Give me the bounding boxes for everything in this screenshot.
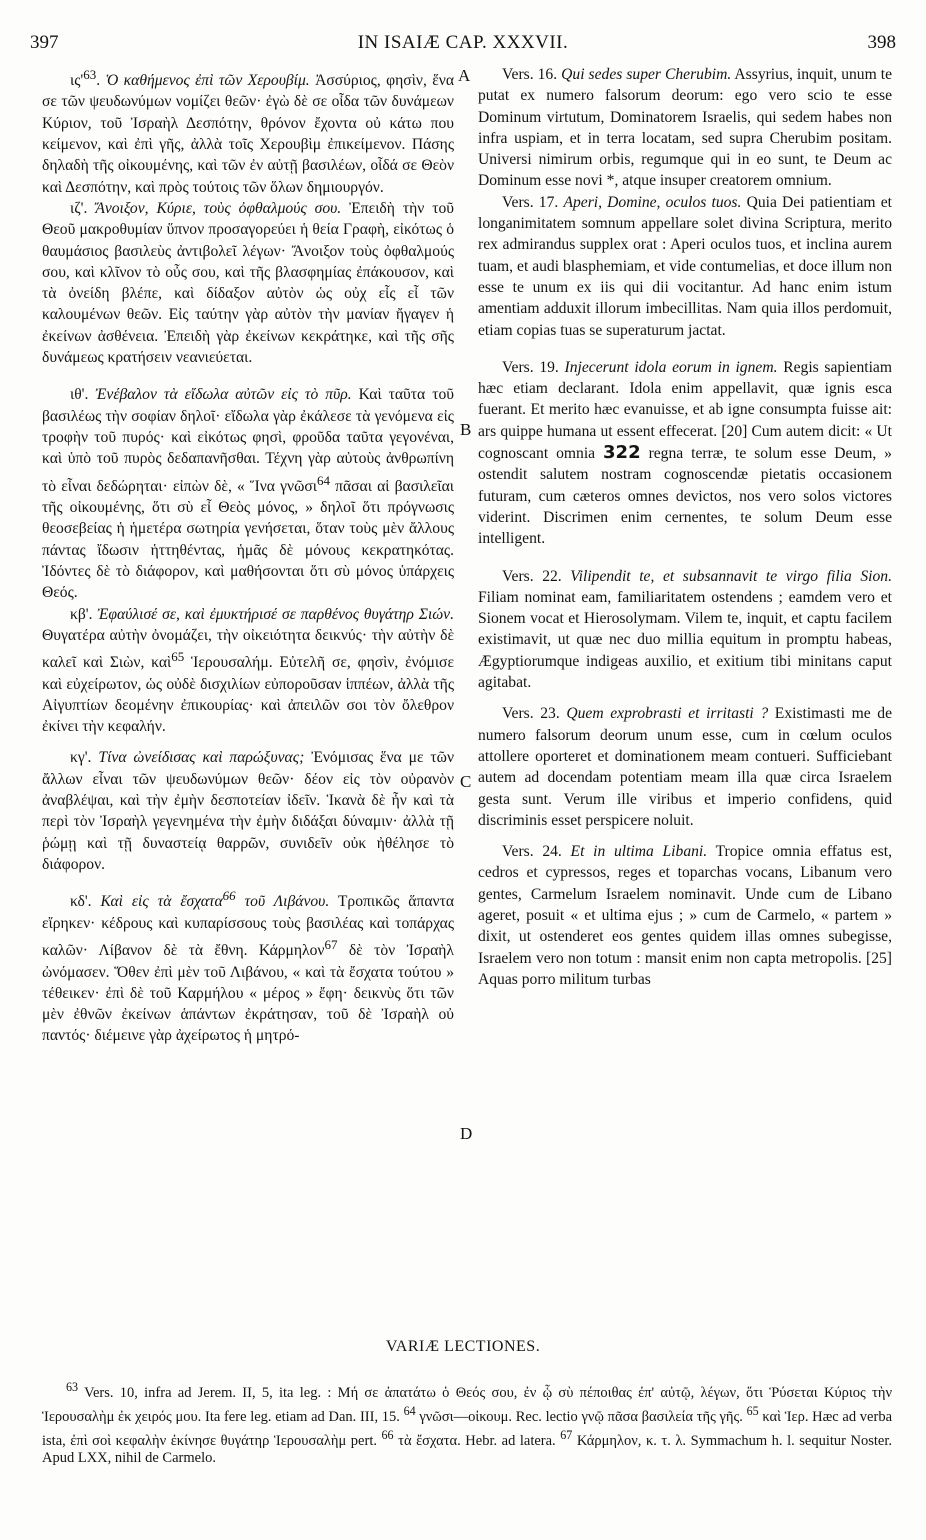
greek-verse-23: κγ'. Τίνα ὠνείδισας καὶ παρώξυνας; Ἐνόμισας ἕνα με τῶν ἄλλων εἶναι τῶν ψευδωνύμων θεῶν· δέον εἰς τὸν οὐρανὸν ἀναβλέψαι, καὶ τὴν ἐμὴν δεσποτείαν ἰδεῖν. Ἱκανὰ δὲ ἦν καὶ τὰ περὶ τὸν Ἰσραὴλ γεγενημένα τὴν ἐμὴν διδάξαι δύναμιν· ἀλλὰ τῇ ῥώμῃ καὶ τῇ δυναστείᾳ θαρρῶν, συνιδεῖν οὐκ ἠθέλησε τὸ διάφορον. <box>42 749 455 873</box>
page-header <box>30 32 896 58</box>
footnote-65: καὶ Ἱερ. Hæc ad verba ista, ἐπὶ σοὶ κεφαλὴν ἐκίνησε θυγάτηρ Ἱερουσαλὴμ pert. <box>42 1408 893 1449</box>
footnotes <box>42 1378 892 1467</box>
latin-verse-17: Vers. 17. Aperi, Domine, oculos tuos. Quia Dei patientiam et longanimitatem somnum appellare solet divina Scriptura, merito rex admirandus supplex orat : Aperi oculos tuos, et inclina aurem tuam, et audi blasphemiam, et vide contumelias, et doce illum non esse te unum ex iis qui dii vocitantur. Ad hanc enim istum amentiam adduxit illorum imbecillitas. Nam quia illos perdomuit, etiam copias tuas se superaturum jactat. <box>478 193 892 339</box>
greek-verse-24: κδ'. Καὶ εἰς τὰ ἔσχατα$^{66}$ τοῦ Λιβάνου. Τροπικῶς ἅπαντα εἴρηκεν· κέδρους καὶ κυπαρίσσους τοὺς βασιλέας καὶ τοπάρχας καλῶν· Λίβανον δὲ τὰ ἔθνη. Κάρμηλον$^{67}$ δὲ τὸν Ἰσραὴλ ὠνόμασεν. Ὅθεν ἐπὶ μὲν τοῦ Λιβάνου, « καὶ τὰ ἔσχατα τούτου » τέθεικεν· ἐπὶ δὲ τοῦ Καρμήλου « μέρος » ἔφη· δεικνὺς ὅτι τῶν μὲν ἐθνῶν ἐκείνων ἁπάντων ἐκράτησαν, τοῦ δὲ Ἰσραὴλ οὐ παντός· διέμεινε γὰρ ἀχείρωτος ἡ μητρό- <box>42 888 455 1045</box>
latin-lemma-24: Et in ultima Libani. <box>570 843 708 861</box>
footnote-66: τὰ ἔσχατα. Hebr. ad latera. <box>393 1432 561 1449</box>
page-number-right: 398 <box>867 32 896 53</box>
variae-lectiones-title: VARIÆ LECTIONES. <box>385 1338 541 1355</box>
footnote-64: γνῶσι—οἰκουμ. Rec. lectio γνῷ πᾶσα βασιλεία τῆς γῆς. <box>415 1408 747 1425</box>
greek-lemma-17: Ἄνοιξον, Κύριε, τοὺς ὀφθαλμούς σου. <box>95 199 342 217</box>
footnote-mark-64: 64 <box>403 1403 416 1418</box>
greek-lemma-19: Ἐνέβαλον τὰ εἴδωλα αὐτῶν εἰς τὸ πῦρ. <box>95 386 352 404</box>
latin-lemma-22: Vilipendit te, et subsannavit te virgo filia Sion. <box>570 567 892 585</box>
margin-letter-d: D <box>460 1124 473 1143</box>
footnote-ref-63: 63 <box>83 67 97 82</box>
footnote-ref-66: 66 <box>222 888 236 904</box>
latin-text-24: Tropice omnia effatus est, cedros et cypressos, reges et toparchas vocans, Libanum vero gentes, Carmelum Israelem nominavit. Unde cum de Libano ageret, posuit « et ultima ejus ; » cum de Carmelo, « partem » dixit, ut ostenderet eos gentes quidem illas omnes subegisse, Israelem vero non totum : mansit enim non capta metropolis. [25] Aquas porro militum turbas <box>478 843 892 988</box>
latin-verse-16: Vers. 16. Qui sedes super Cherubim. Assyrius, inquit, unum te putat ex numero falsorum deorum: ego vero scio te esse Dominum virtutum, Dominatorem Israelis, qui sedem habes non infra uspiam, et in terra locatam, sed supra Cherubim positam. Universi nimirum orbis, regumque qui in eo sunt, te Deum ac Dominum esse novi *, atque insuper creatorem omnium. <box>478 66 892 190</box>
latin-verse-23: Vers. 23. Quem exprobrasti et irritasti ? Existimasti me de numero falsorum deorum unum esse, cum in cœlum oculos attollere oporteret et dominationem meam contueri. Sufficiebant autem ad docendam potentiam meam illa quæ circa Israelem gesta sunt. Verum ille viribus et imperio confidens, quid discriminis esset perspicere noluit. <box>478 705 892 829</box>
margin-letter-c: C <box>460 772 472 791</box>
greek-lemma-24: Καὶ εἰς τὰ ἔσχατα$^{66}$ τοῦ Λιβάνου. <box>100 888 330 911</box>
greek-column <box>42 64 454 1047</box>
column-number-322: 322 <box>603 442 641 464</box>
latin-lemma-17: Aperi, Domine, oculos tuos. <box>563 193 742 211</box>
greek-text-16: Ἀσσύριος, φησὶν, ἕνα σε τῶν ψευδωνύμων νομίζει θεῶν· ἐγὼ δὲ σε οἶδα τῶν δυνάμεων Κύριον, τοῦ Ἰσραὴλ Δεσπότην, θρόνον ἔχοντα οὐ κάτω που κείμενον, καὶ ἐπὶ γῆς, ἀλλὰ τοῖς Χερουβὶμ ἐπικείμενον. Πάσης δηλαδὴ τῆς οἰκουμένης, καὶ τῶν ἐν αὐτῇ βασιλέων, οἶδά σε Θεὸν καὶ Δεσπότην, καὶ πρὸς τούτοις τῶν ὅλων δημιουργόν. <box>42 72 455 196</box>
margin-letter-b: B <box>460 420 472 439</box>
latin-verse-24: Vers. 24. Et in ultima Libani. Tropice omnia effatus est, cedros et cypressos, reges et toparchas vocans, Libanum vero gentes, Carmelum Israelem nominavit. Unde cum de Libano ageret, posuit « et ultima ejus ; » cum de Carmelo, « partem » dixit, ut ostenderet eos gentes quidem illas omnes subegisse, Israelem vero non totum : mansit enim non capta metropolis. [25] Aquas porro militum turbas <box>478 843 892 988</box>
latin-lemma-16: Qui sedes super Cherubim. <box>561 66 732 83</box>
footnote-mark-67: 67 <box>560 1427 573 1442</box>
footnote-63: Vers. 10, infra ad Jerem. II, 5, ita leg. : Μή σε ἀπατάτω ὁ Θεός σου, ἐν ᾧ σὺ πέποιθας ἐπ' αὐτῷ, λέγων, ὅτι Ῥύσεται Κύριος τὴν Ἱερουσαλὴμ ἐκ χειρός μου. Ita fere leg. etiam ad Dan. III, 15. <box>42 1384 892 1425</box>
footnote-67: Κάρμηλον, κ. τ. λ. Symmachum h. l. sequitur Noster. Apud LXX, nihil de Carmelo. <box>42 1432 892 1467</box>
page-number-left: 397 <box>30 32 59 53</box>
latin-text-17: Quia Dei patientiam et longanimitatem somnum appellare solet divina Scriptura, merito rex admirandus supplex orat : Aperi oculos tuos, et inclina aurem tuam, et audi blasphemiam, et vide contumelias, et doce illum non esse te unum ex iis qui dii vocitantur. Ad hanc enim istum amentiam adduxit illorum imbecillitas. Nam quia illos perdomuit, etiam copias tuas se superaturum jactat. <box>478 193 892 339</box>
footnote-mark-66: 66 <box>381 1427 394 1442</box>
latin-verse-19: Vers. 19. Injecerunt idola eorum in ignem. Regis sapientiam hæc etiam declarant. Idola enim appellavit, quæ ignis esca fuerant. Et merito hæc evanuisse, et ab igne consumpta fuisse ait: ars quippe humana ut essent effecerat. [20] Cum autem dicit: « Ut cognoscant omnia 322 regna terræ, te solum esse Deum, » ostendit salutem nostram cognoscendæ pietatis occasionem futuram, cum cæteros omnes devictos, nos vero solos victores viderint. Discrimen enim cernentes, te solum Deum esse intelligent. <box>478 358 892 548</box>
footnote-ref-67: 67 <box>324 937 338 953</box>
greek-lemma-16: Ὁ καθήμενος ἐπὶ τῶν Χερουβίμ. <box>105 72 310 90</box>
latin-lemma-19: Injecerunt idola eorum in ignem. <box>564 358 778 376</box>
latin-column <box>478 64 892 990</box>
greek-text-23: Ἐνόμισας ἕνα με τῶν ἄλλων εἶναι τῶν ψευδωνύμων θεῶν· δέον εἰς τὸν οὐρανὸν ἀναβλέψαι, καὶ τὴν ἐμὴν δεσποτείαν ἰδεῖν. Ἱκανὰ δὲ ἦν καὶ τὰ περὶ τὸν Ἰσραὴλ γεγενημένα τὴν ἐμὴν διδάξαι δύναμιν· ἀλλὰ τῇ ῥώμῃ καὶ τῇ δυναστείᾳ θαρρῶν, συνιδεῖν οὐκ ἠθέλησε τὸ διάφορον. <box>42 749 455 873</box>
footnote-mark-65: 65 <box>746 1403 759 1418</box>
running-title: IN ISAIÆ CAP. XXXVII. <box>357 32 569 53</box>
latin-lemma-23: Quem exprobrasti et irritasti ? <box>566 705 769 723</box>
greek-text-17: Ἐπειδὴ τὴν τοῦ Θεοῦ μακροθυμίαν ὕπνον προσαγορεύει ἡ θεία Γραφὴ, εἰκότως ὁ θαυμάσιος βασιλεὺς ἀντιβολεῖ λέγων· Ἄνοιξον τοὺς ὀφθαλμούς σου, καὶ κλῖνον τὸ οὖς σου, καὶ τῆς βλασφημίας ἐπάκουσον, καὶ τὰ ὀνείδη βλέπε, καὶ δίδαξον αὐτὸν ὡς οὐχ εἷς εἶ τῶν καλουμένων θεῶν. Εἰς ταύτην γὰρ αὐτὸν τὴν μανίαν ἤγαγεν ἡ ἐκείνων ἀσθένεια. Ἐπειδὴ γὰρ ἐκείνων κεκράτηκε, καὶ τῆς σῆς δυνάμεως κρατήσειν νεανιεύεται. <box>42 199 455 367</box>
footnote-ref-64: 64 <box>316 472 330 488</box>
greek-lemma-22: Ἐφαύλισέ σε, καὶ ἐμυκτήρισέ σε παρθένος θυγάτηρ Σιών. <box>97 605 454 623</box>
latin-text-23: Existimasti me de numero falsorum deorum unum esse, cum in cœlum oculos attollere oporteret et dominationem meam contueri. Sufficiebant autem ad docendam potentiam meam illa quæ circa Israelem gesta sunt. Verum ille viribus et imperio confidens, quid discriminis esset perspicere noluit. <box>478 705 892 829</box>
greek-verse-19: ιθ'. Ἐνέβαλον τὰ εἴδωλα αὐτῶν εἰς τὸ πῦρ. Καὶ ταῦτα τοῦ βασιλέως τὴν σοφίαν δηλοῖ· εἴδωλα γὰρ ἐκάλεσε τὰ γενόμενα εἰς τροφὴν τοῦ πυρός· καὶ εἰκότως φησὶ, φροῦδα ταῦτα γεγονέναι, καὶ ὑπὸ τοῦ πυρὸς δεδαπανῆσθαι. Τέχνη γὰρ αὐτοὺς ἀνθρωπίνη τὸ εἶναι δεδώρηται· εἰπὼν δὲ, « Ἵνα γνῶσι$^{64}$ πᾶσαι αἱ βασιλεῖαι τῆς οἰκουμένης, ὅτι σὺ εἶ Θεὸς μόνος, » δηλοῖ ὅτι πρόγνωσις θεοσεβείας ἡ ἡμετέρα σωτηρία γενήσεται, ὅταν τοὺς μὲν ἄλλους πάντας ἴδωσιν ἡττηθέντας, ἡμᾶς δὲ μόνους κεκρατηκότας. Ἰδόντες δὲ τὸ διάφορον, καὶ μαθήσονται ὅτι σὺ μόνος ὑπάρχεις Θεός. <box>42 386 454 602</box>
greek-verse-17: ιζ'. Ἄνοιξον, Κύριε, τοὺς ὀφθαλμούς σου. Ἐπειδὴ τὴν τοῦ Θεοῦ μακροθυμίαν ὕπνον προσαγορεύει ἡ θεία Γραφὴ, εἰκότως ὁ θαυμάσιος βασιλεὺς ἀντιβολεῖ λέγων· Ἄνοιξον τοὺς ὀφθαλμούς σου, καὶ κλῖνον τὸ οὖς σου, καὶ τῆς βλασφημίας ἐπάκουσον, καὶ τὰ ὀνείδη βλέπε, καὶ δίδαξον αὐτὸν ὡς οὐχ εἷς εἶ τῶν καλουμένων θεῶν. Εἰς ταύτην γὰρ αὐτὸν τὴν μανίαν ἤγαγεν ἡ ἐκείνων ἀσθένεια. Ἐπειδὴ γὰρ ἐκείνων κεκράτηκε, καὶ τῆς σῆς δυνάμεως κρατήσειν νεανιεύεται. <box>42 199 455 367</box>
greek-verse-22: κβ'. Ἐφαύλισέ σε, καὶ ἐμυκτήρισέ σε παρθένος θυγάτηρ Σιών. Θυγατέρα αὐτὴν ὀνομάζει, τὴν οἰκειότητα δεικνύς· τὴν αὐτὴν δὲ καλεῖ καὶ Σιὼν, καὶ$^{65}$ Ἱερουσαλήμ. Εὐτελῆ σε, φησὶν, ἐνόμισε καὶ εὐχείρωτον, ὡς οὐδὲ δισχιλίων εὐποροῦσαν ἱππέων, ἀλλὰ τῆς Αἰγυπτίων δεομένην ἐπικουρίας· καὶ ἀπειλῶν σοι τὸν ὄλεθρον ἐκίνει τὴν κεφαλήν. <box>42 605 454 736</box>
greek-lemma-23: Τίνα ὠνείδισας καὶ παρώξυνας; <box>98 749 305 767</box>
latin-text-16: Assyrius, inquit, unum te putat ex numero falsorum deorum: ego vero scio te esse Dominum virtutum, Dominatorem Israelis, qui sedem habes non infra uspiam, et in terra locatam, sed supra Cherubim positam. Universi nimirum orbis, regumque qui in eo sunt, te Deum ac Dominum esse novi *, atque insuper creatorem omnium. <box>478 66 892 190</box>
latin-text-22: Filiam nominat eam, familiaritatem ostendens ; eamdem vero et Sionem vocat et Hierosolymam. Vilem te, inquit, et captu facilem existimavit, ut quæ nec duo millia equitum in promptu habeas, Ægyptiorumque indigeas auxilio, et exitium tibi minitans caput agitabat. <box>478 588 892 692</box>
margin-letter-a: A <box>458 66 471 85</box>
footnote-mark-63: 63 <box>66 1380 79 1394</box>
latin-verse-22: Vers. 22. Vilipendit te, et subsannavit te virgo filia Sion. Filiam nominat eam, familiaritatem ostendens ; eamdem vero et Sionem vocat et Hierosolymam. Vilem te, inquit, et captu facilem existimavit, ut quæ nec duo millia equitum in promptu habeas, Ægyptiorumque indigeas auxilio, et exitium tibi minitans caput agitabat. <box>478 567 892 692</box>
footnote-ref-65: 65 <box>171 649 185 665</box>
greek-verse-16: $\iota\varsigma'^{63}$. Ὁ καθήμενος ἐπὶ τῶν Χερουβίμ. Ἀσσύριος, φησὶν, ἕνα σε τῶν ψευδωνύμων νομίζει θεῶν· ἐγὼ δὲ σε οἶδα τῶν δυνάμεων Κύριον, τοῦ Ἰσραὴλ Δεσπότην, θρόνον ἔχοντα οὐ κάτω που κείμενον, καὶ ἐπὶ γῆς, ἀλλὰ τοῖς Χερουβὶμ ἐπικείμενον. Πάσης δηλαδὴ τῆς οἰκουμένης, καὶ τῶν ἐν αὐτῇ βασιλέων, οἶδά σε Θεὸν καὶ Δεσπότην, καὶ πρὸς τούτοις τῶν ὅλων δημιουργόν. <box>42 67 455 196</box>
